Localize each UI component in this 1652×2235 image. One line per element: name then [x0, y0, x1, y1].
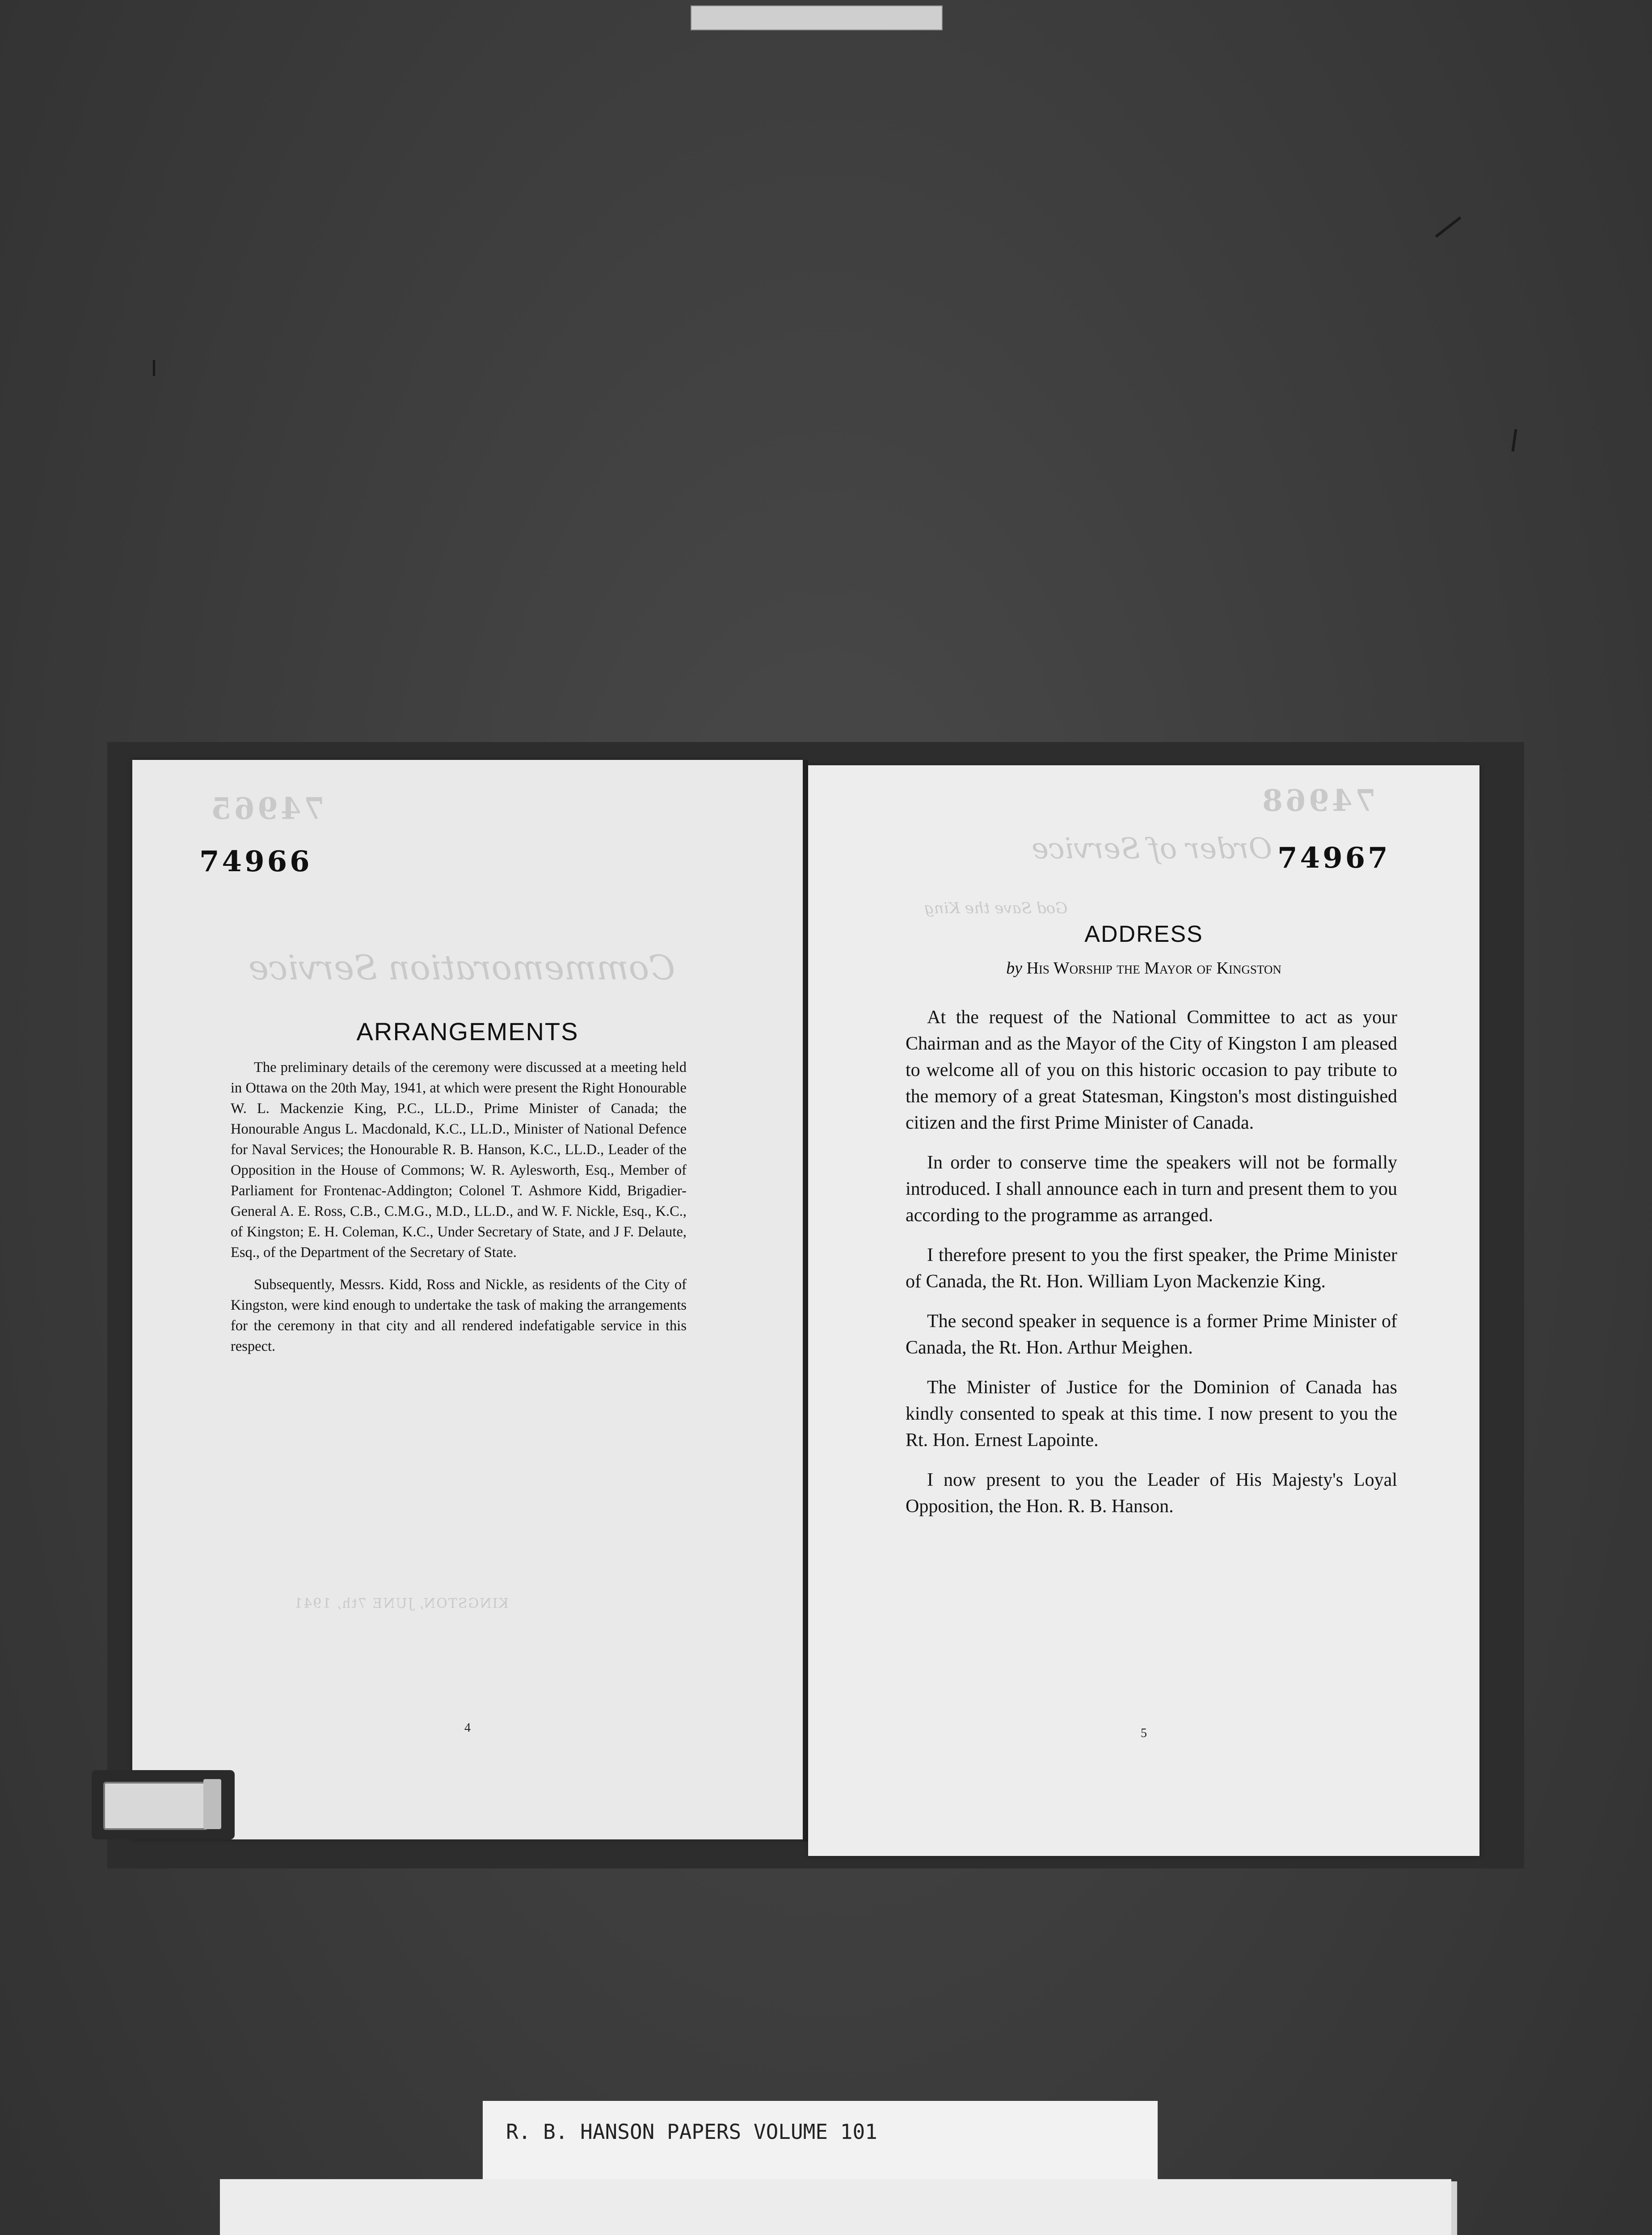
left-page [132, 760, 803, 1839]
arrangements-body [231, 1057, 687, 1368]
film-scratch [1435, 216, 1462, 238]
volume-label-text: R. B. HANSON PAPERS VOLUME 101 [506, 2120, 877, 2144]
binder-clip-edge [203, 1779, 221, 1829]
document-stamp-number: 74967 [1277, 841, 1391, 875]
ghost-number-right: 74968 [1260, 783, 1376, 818]
ghost-subtitle-right: God Save the King [924, 899, 1068, 917]
film-scratch [153, 360, 155, 376]
body-paragraph: The preliminary details of the ceremony were discussed at a meeting held in Ottawa on the 20th May, 1941, at which were present the Right Honourable W. L. Mackenzie King, P.C., LL.D., Prime Minister of Canada; the Honourable Angus L. Macdonald, K.C., LL.D., Minister of National Defence for Naval Services; the Honourable R. B. Hanson, K.C., LL.D., Leader of the Opposition in the House of Commons; W. R. Aylesworth, Esq., Member of Parliament for Frontenac-Addington; Colonel T. Ashmore Kidd, Brigadier-General A. E. Ross, C.B., C.M.G., M.D., LL.D., and W. F. Nickle, Esq., K.C., of Kingston; E. H. Coleman, K.C., Under Secretary of State, and J F. Delaute, Esq., of the Department of the Secretary of State. [231, 1059, 687, 1261]
ghost-number-left: 74965 [208, 791, 324, 826]
ghost-footer-left: KINGSTON, JUNE 7th, 1941 [293, 1596, 509, 1611]
ghost-title-left: Commemoration Service [249, 948, 675, 987]
body-paragraph: I now present to you the Leader of His Majesty's Loyal Opposition, the Hon. R. B. Hanson. [906, 1470, 1397, 1517]
page-number: 5 [1141, 1726, 1147, 1740]
binder-clip [92, 1770, 235, 1839]
page-heading: ADDRESS [1084, 921, 1203, 947]
body-paragraph: Subsequently, Messrs. Kidd, Ross and Nickle, as residents of the City of Kingston, were kind enough to undertake the task of making the arrangements for the ceremony in that city and all rendered indefatigable service in this respect. [231, 1277, 687, 1354]
film-tab [691, 5, 943, 30]
body-paragraph: I therefore present to you the first speaker, the Prime Minister of Canada, the Rt. Hon. William Lyon Mackenzie King. [906, 1245, 1397, 1292]
subheading-by: by [1006, 959, 1022, 978]
ghost-title-right: Order of Service [1032, 832, 1273, 865]
body-paragraph: At the request of the National Committee to act as your Chairman and as the Mayor of the City of Kingston I am pleased to welcome all of you on this historic occasion to pay tribute to the memory of a great Statesman, Kingston's most distinguished citizen and the first Prime Minister of Canada. [906, 1007, 1397, 1133]
address-body [906, 1004, 1397, 1533]
page-number: 4 [464, 1721, 471, 1735]
page-subheading [808, 958, 1479, 978]
page-heading: ARRANGEMENTS [356, 1017, 579, 1046]
film-scratch [1512, 429, 1517, 451]
binder-clip-face [103, 1782, 208, 1830]
archives-target-card [220, 2179, 1451, 2235]
volume-label [483, 2101, 1158, 2184]
subheading-title: His Worship the Mayor of Kingston [1026, 959, 1281, 978]
book-gutter [803, 760, 808, 1842]
body-paragraph: The second speaker in sequence is a former Prime Minister of Canada, the Rt. Hon. Arthur Meighen. [906, 1311, 1397, 1358]
document-stamp-number: 74966 [199, 845, 312, 878]
body-paragraph: The Minister of Justice for the Dominion of Canada has kindly consented to speak at this time. I now present to you the Rt. Hon. Ernest Lapointe. [906, 1377, 1397, 1451]
right-page [808, 765, 1479, 1856]
body-paragraph: In order to conserve time the speakers will not be formally introduced. I shall announce each in turn and present them to you according to the programme as arranged. [906, 1152, 1397, 1226]
